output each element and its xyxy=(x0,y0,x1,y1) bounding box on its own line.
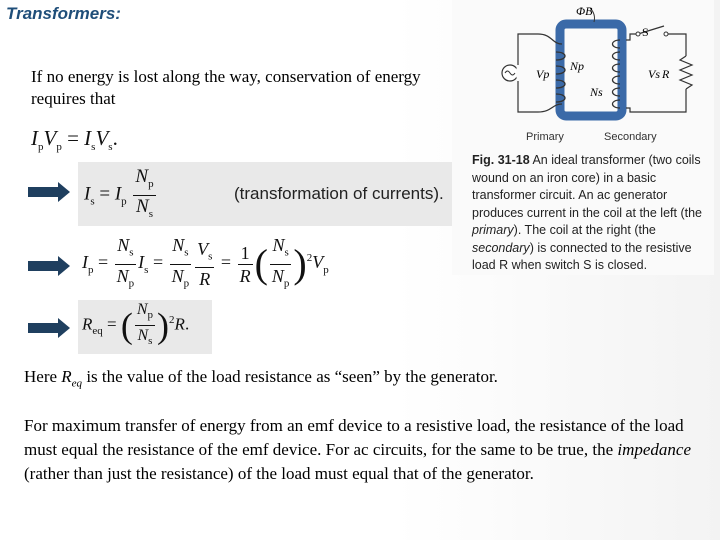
current-transform-equation: $I_s = I_p$ $\frac{N_p}{N_s}$ (transformation of currents). xyxy=(78,162,456,226)
arrow-icon xyxy=(28,256,70,276)
slide-title: Transformers: xyxy=(6,4,121,23)
arrow-icon xyxy=(28,318,70,338)
req-label: R xyxy=(82,314,93,334)
caption-fig-number: Fig. 31-18 xyxy=(472,153,530,167)
arrow-icon xyxy=(28,182,70,202)
caption-primary: primary xyxy=(472,223,514,237)
intro-text: If no energy is lost along the way, conservation of energy requires that xyxy=(31,67,421,108)
impedance-term: impedance xyxy=(617,440,692,459)
switch-label: S xyxy=(642,25,649,39)
transformer-diagram xyxy=(452,0,714,150)
caption-secondary: secondary xyxy=(472,240,530,255)
impedance-paragraph xyxy=(24,414,704,486)
equivalent-resistance-equation: $R_{eq}$ = ( $\frac{N_p}{N_s}$ )$^2$R. xyxy=(78,300,212,354)
r-label: R xyxy=(662,67,670,81)
secondary-label: Secondary xyxy=(604,131,657,143)
vp-label: Vp xyxy=(536,67,550,81)
resistance-equation: $I_p$ = $\frac{N_s}{N_p}$ $I_s$ = $\frac{N_s}{N_p}$ $\frac{V_s}{R}$ = $\frac{1}{R}$ ( $\frac{N_s}{N_p}$ )$^2V_p$ xyxy=(82,235,329,290)
caption-text: An ideal transformer (two coils wound on an iron core) in a basic transformer circuit. An ac generator produces current in the coil at the left (the xyxy=(472,153,702,220)
p1-text: Here xyxy=(24,367,62,386)
figure-caption xyxy=(472,152,712,275)
equation-note: (transformation of currents). xyxy=(234,184,444,203)
power-equation: $I_pV_p = I_sV_s$. xyxy=(31,126,118,154)
caption-text: ). The coil at the right (the xyxy=(513,223,656,237)
flux-label: ΦB xyxy=(576,4,593,18)
caption-text: ) is connected to the resistive load R when switch S is closed. xyxy=(472,240,692,272)
ns-label: Ns xyxy=(590,85,603,99)
vs-label: Vs xyxy=(648,67,660,81)
p2-text-end: (rather than just the resistance) of the load must equal that of the generator. xyxy=(24,464,534,483)
req-symbol-display: $R_{eq}$ xyxy=(61,367,83,390)
p1-text-end: is the value of the load resistance as “seen” by the generator. xyxy=(82,367,498,386)
np-label: Np xyxy=(570,59,585,73)
req-explanation xyxy=(24,367,704,389)
primary-label: Primary xyxy=(526,131,564,143)
p2-text: For maximum transfer of energy from an emf device to a resistive load, the resistance of the load must equal the resistance of the emf device. For ac circuits, for the same to be true, the xyxy=(24,416,684,459)
